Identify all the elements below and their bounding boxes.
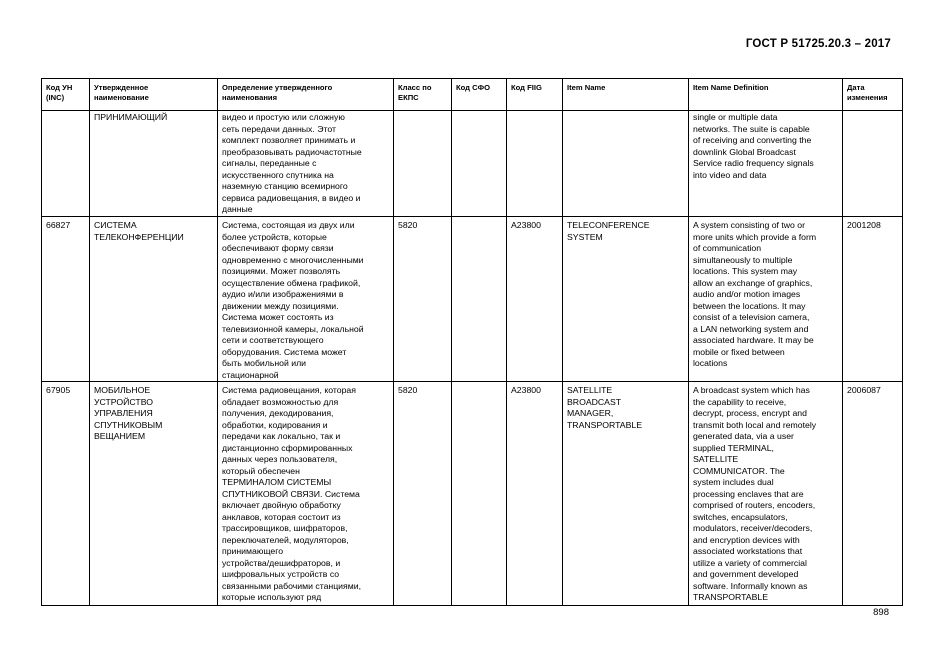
- table-row: [42, 111, 903, 217]
- table-header-row: [42, 79, 903, 111]
- cell-approved-name-definition: Система радиовещания, которая обладает возможностью для получения, декодирования, обработки, кодирования и передачи как локально, так и дистанционно сформированных данных через пользователя, который обеспечен ТЕРМИНАЛОМ СИСТЕМЫ СПУТНИКОВОЙ СВЯЗИ. Система включает двойную обработку анклавов, которая состоит из трассировщиков, шифраторов, переключателей, модуляторов, принимающего устройства/дешифраторов, и шифровальных устройств со связанными рабочими станциями, которые используют ряд: [218, 382, 394, 606]
- cell-inc-code: 66827: [42, 217, 90, 382]
- header-item-name-definition: Item Name Definition: [689, 79, 843, 111]
- table-row: [42, 382, 903, 606]
- cell-sfo-code: [452, 111, 507, 217]
- cell-change-date: 2001208: [843, 217, 903, 382]
- cell-sfo-code: [452, 382, 507, 606]
- header-sfo-code: Код СФО: [452, 79, 507, 111]
- header-inc-code: Код УН (INC): [42, 79, 90, 111]
- table-row: [42, 217, 903, 382]
- header-approved-name: Утвержденное наименование: [90, 79, 218, 111]
- cell-item-name: TELECONFERENCE SYSTEM: [563, 217, 689, 382]
- cell-approved-name-definition: видео и простую или сложную сеть передачи данных. Этот комплект позволяет принимать и преобразовывать радиочастотные сигналы, переданные с искусственного спутника на наземную станцию всемирного сервиса радиовещания, в видео и данные: [218, 111, 394, 217]
- cell-item-name: [563, 111, 689, 217]
- cell-item-name: SATELLITE BROADCAST MANAGER, TRANSPORTABLE: [563, 382, 689, 606]
- cell-item-name-definition: A broadcast system which has the capability to receive, decrypt, process, encrypt and transmit both local and remotely generated data, via a user supplied TERMINAL, SATELLITE COMMUNICATOR. The system includes dual processing enclaves that are comprised of routers, encoders, switches, encapsulators, modulators, receiver/decoders, and encryption devices with associated workstations that utilize a variety of commercial and government developed software. Informally known as TRANSPORTABLE: [689, 382, 843, 606]
- header-approved-name-definition: Определение утвержденного наименования: [218, 79, 394, 111]
- cell-change-date: 2006087: [843, 382, 903, 606]
- header-item-name: Item Name: [563, 79, 689, 111]
- nomenclature-table: [41, 78, 903, 606]
- cell-inc-code: 67905: [42, 382, 90, 606]
- cell-change-date: [843, 111, 903, 217]
- cell-fiig-code: A23800: [507, 382, 563, 606]
- cell-item-name-definition: A system consisting of two or more units which provide a form of communication simultaneously to multiple locations. This system may allow an exchange of graphics, audio and/or motion images between the locations. It may consist of a television camera, a LAN networking system and associated hardware. It may be mobile or fixed between locations: [689, 217, 843, 382]
- cell-approved-name: МОБИЛЬНОЕ УСТРОЙСТВО УПРАВЛЕНИЯ СПУТНИКОВЫМ ВЕЩАНИЕМ: [90, 382, 218, 606]
- cell-ekps-class: [394, 111, 452, 217]
- cell-approved-name: ПРИНИМАЮЩИЙ: [90, 111, 218, 217]
- cell-inc-code: [42, 111, 90, 217]
- cell-approved-name-definition: Система, состоящая из двух или более устройств, которые обеспечивают форму связи одновременно с многочисленными позициями. Может позволять осуществление обмена графикой, аудио и/или изображениями в движении между позициями. Система может состоять из телевизионной камеры, локальной сети и соответствующего оборудования. Система может быть мобильной или стационарной: [218, 217, 394, 382]
- header-ekps-class: Класс по ЕКПС: [394, 79, 452, 111]
- cell-approved-name: СИСТЕМА ТЕЛЕКОНФЕРЕНЦИИ: [90, 217, 218, 382]
- cell-fiig-code: [507, 111, 563, 217]
- cell-ekps-class: 5820: [394, 382, 452, 606]
- document-standard-id: ГОСТ Р 51725.20.3 – 2017: [745, 38, 891, 50]
- page-number: 898: [873, 607, 889, 618]
- cell-fiig-code: A23800: [507, 217, 563, 382]
- header-fiig-code: Код FIIG: [507, 79, 563, 111]
- cell-item-name-definition: single or multiple data networks. The suite is capable of receiving and converting the downlink Global Broadcast Service radio frequency signals into video and data: [689, 111, 843, 217]
- cell-sfo-code: [452, 217, 507, 382]
- cell-ekps-class: 5820: [394, 217, 452, 382]
- header-change-date: Дата изменения: [843, 79, 903, 111]
